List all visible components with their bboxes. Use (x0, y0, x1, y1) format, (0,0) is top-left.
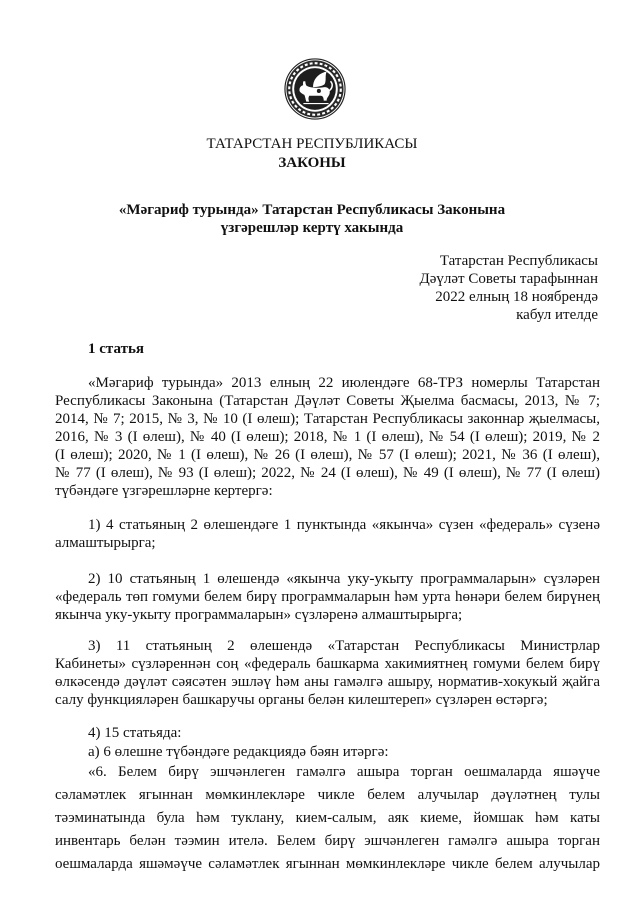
paragraph-line: 3) 11 статьяның 2 өлешендә «Татарстан Республикасы Министрлар (88, 638, 600, 654)
quote-line: сәламәтлек ягыннан мөмкинлекләре чикле белем алучылар дәүләтнең тулы (55, 787, 600, 803)
republic-name: ТАТАРСТАН РЕСПУБЛИКАСЫ (206, 136, 418, 152)
quote-line: инвентарь белән тәэмин ителә. Белем бирү эшчәнлеген гамәлгә ашыра торган (55, 833, 600, 849)
paragraph-line: № 77 (I өлеш), № 93 (I өлеш); 2022, № 24 (I өлеш), № 49 (I өлеш), № 77 (I өлеш) (55, 465, 600, 481)
quote-line: тәэминатында була һәм туклану, кием-салым, аяк киеме, йомшак һәм каты (55, 810, 600, 826)
article-item-1 (55, 516, 600, 552)
adoption-line: Татарстан Республикасы (439, 253, 598, 269)
quote-line: «6. Белем бирү эшчәнлеген гамәлгә ашыра торган оешмаларда яшәүче (88, 764, 600, 780)
paragraph-line: алмаштырырга; (55, 535, 156, 551)
paragraph-line: 2016, № 3 (I өлеш), № 40 (I өлеш); 2018, № 1 (I өлеш), № 54 (I өлеш); 2019, № 2 (55, 429, 600, 445)
paragraph-line: салу функцияләрен башкаручы органы белән килештереп» сүзләрен өстәргә; (55, 692, 548, 708)
paragraph-line: якынча уку-укыту программаларын» сүзләренә алмаштырырга; (55, 607, 463, 623)
paragraph-line: Кабинеты» сүзләреннән соң «федераль башкарма хакимиятнең гомуми белем бирү (55, 656, 600, 672)
adoption-date: 2022 елның 18 ноябрендә (435, 289, 598, 305)
article-intro-paragraph (55, 374, 600, 500)
paragraph-line: (I өлеш); 2020, № 1 (I өлеш), № 26 (I өлеш), № 57 (I өлеш); 2021, № 36 (I өлеш), (55, 447, 600, 463)
paragraph-line: «Мәгариф турында» 2013 елның 22 июлендәге 68-ТРЗ номерлы Татарстан (88, 375, 600, 391)
paragraph-line: 2014, № 7; 2015, № 3, № 10 (I өлеш); Татарстан Республикасы законнар җыелмасы, (55, 411, 600, 427)
adoption-line: Дәүләт Советы тарафыннан (419, 271, 598, 287)
paragraph-line: түбәндәге үзгәрешләрне кертергә: (55, 483, 273, 499)
paragraph-line: «федераль төп гомуми белем бирү программаларын һәм урта һөнәри белем бирүнең (55, 589, 600, 605)
subitem-label: а) 6 өлешне түбәндәге редакциядә бәян итәргә: (88, 744, 389, 760)
article-heading: 1 статья (88, 341, 144, 357)
quote-line: оешмаларда яшәмәүче сәламәтлек ягыннан мөмкинлекләре чикле белем алучылар (55, 856, 600, 872)
item-heading: 4) 15 статьяда: (88, 725, 182, 741)
document-type: ЗАКОНЫ (278, 155, 346, 171)
law-title (0, 201, 624, 237)
paragraph-line: Республикасы Законына (Татарстан Дәүләт Советы Җыелма басмасы, 2013, № 7; (55, 393, 600, 409)
article-item-4 (55, 724, 600, 876)
adoption-line: кабул ителде (516, 307, 598, 323)
law-title-line: «Мәгариф турында» Татарстан Республикасы Законына (118, 202, 506, 218)
article-item-3 (55, 637, 600, 709)
quoted-text (55, 761, 600, 876)
paragraph-line: 1) 4 статьяның 2 өлешендәге 1 пунктында «якынча» сүзен «федераль» сүзенә (88, 517, 600, 533)
document-header (0, 135, 624, 172)
paragraph-line: 2) 10 статьяның 1 өлешендә «якынча уку-укыту программаларын» сүзләрен (88, 571, 600, 587)
article-item-2 (55, 570, 600, 624)
adoption-note (0, 252, 598, 324)
paragraph-line: өлкәсендә дәүләт сәясәтен эшләү һәм аны гамәлгә ашыру, норматив-хокукый җайга (55, 674, 600, 690)
law-title-line: үзгәрешләр кертү хакында (220, 220, 404, 236)
coat-of-arms-icon (284, 58, 346, 120)
